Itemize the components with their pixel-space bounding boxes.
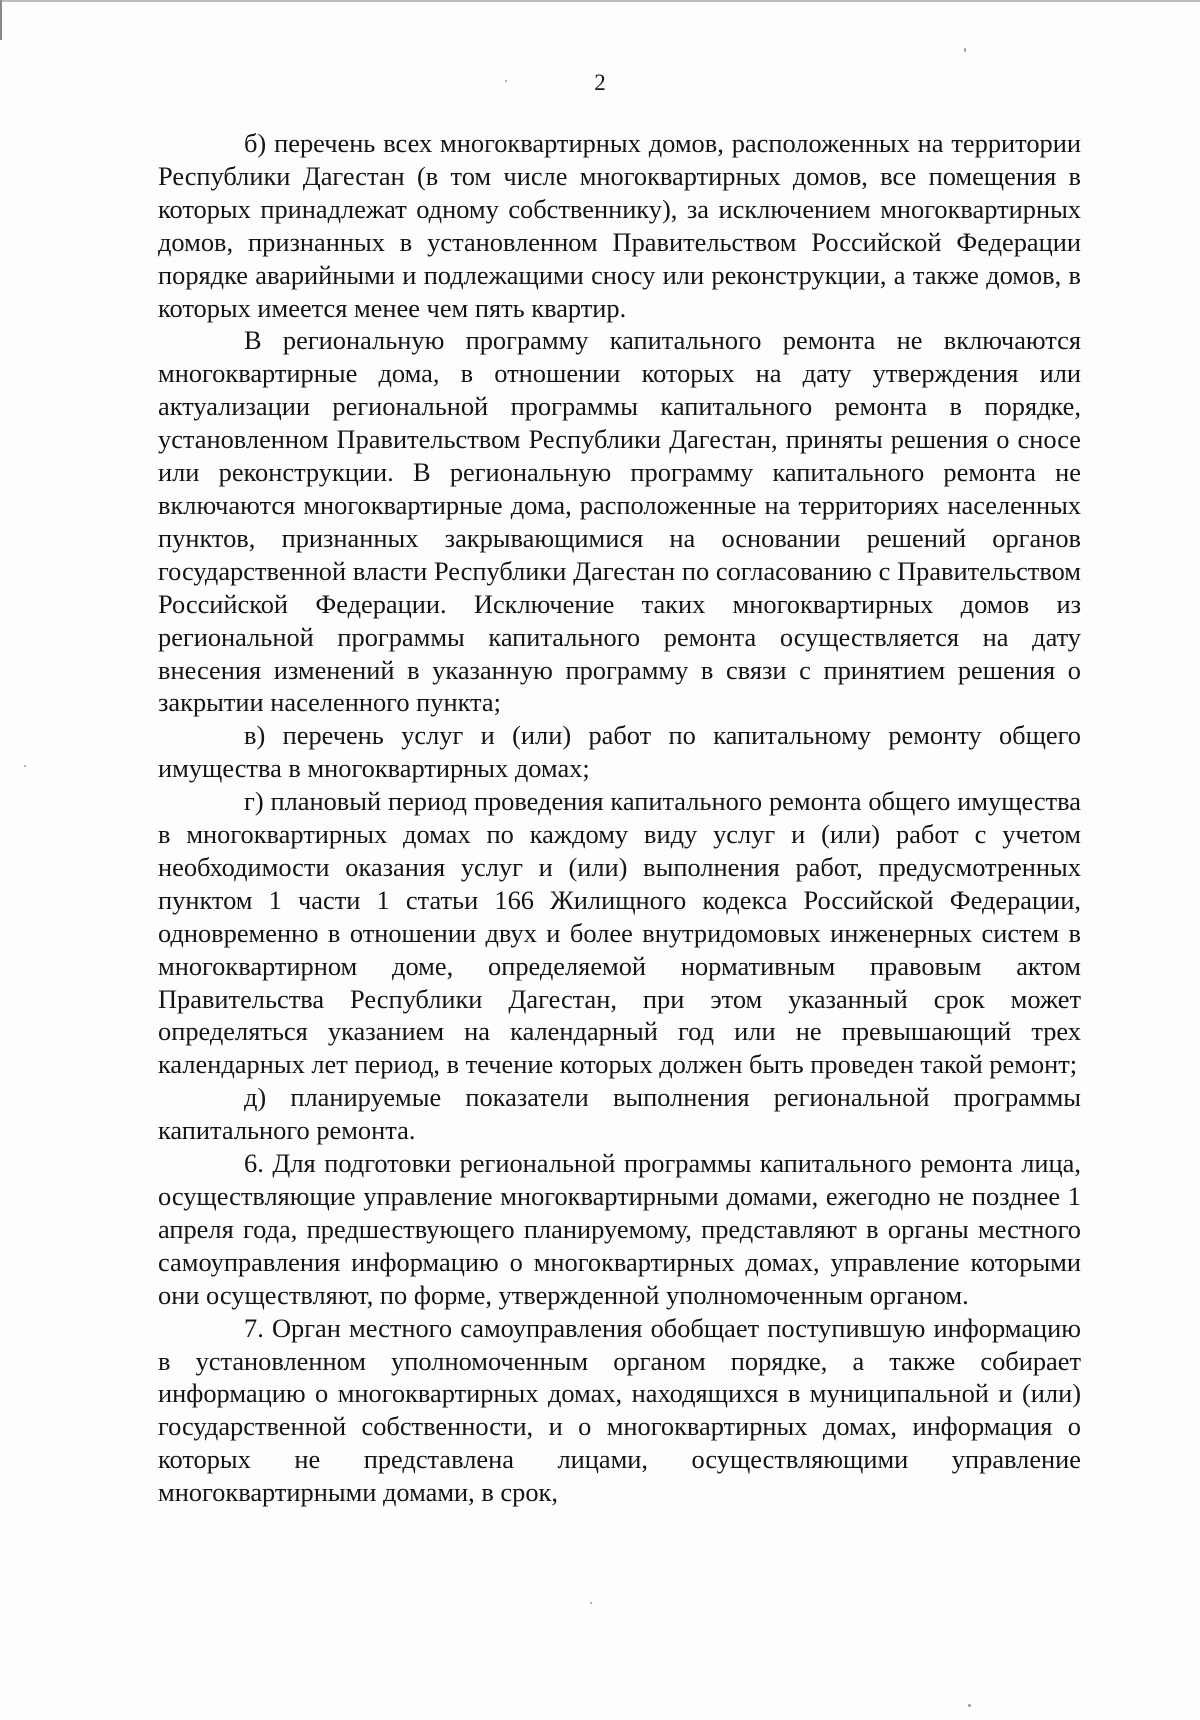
scan-speck	[505, 80, 507, 82]
document-body	[158, 127, 1081, 1509]
page-number: 2	[594, 70, 606, 95]
scan-speck	[24, 765, 26, 767]
paragraph-g-planned-period: г) плановый период проведения капитального ремонта общего имущества в многоквартирных домах по каждому виду услуг и (или) работ с учетом необходимости оказания услуг и (или) выполнения работ, предусмотренных пунктом 1 части 1 статьи 166 Жилищного кодекса Российской Федерации, одновременно в отношении двух и более внутридомовых инженерных систем в многоквартирном доме, определяемой нормативным правовым актом Правительства Республики Дагестан, при этом указанный срок может определяться указанием на календарный год или не превышающий трех календарных лет период, в течение которых должен быть проведен такой ремонт;	[158, 786, 1081, 1080]
paragraph-d-indicators: д) планируемые показатели выполнения региональной программы капитального ремонта.	[158, 1082, 1081, 1146]
paragraph-7-local-authority: 7. Орган местного самоуправления обобщает поступившую информацию в установленном уполномоченным органом порядке, а также собирает информацию о многоквартирных домах, находящихся в муниципальной и (или) государственной собственности, и о многоквартирных домах, информация о которых не представлена лицами, осуществляющими управление многоквартирными домами, в срок,	[158, 1312, 1081, 1508]
paragraph-b-list-of-buildings: б) перечень всех многоквартирных домов, расположенных на территории Республики Дагестан (в том числе многоквартирных домов, все помещения в которых принадлежат одному собственнику), за исключением многоквартирных домов, признанных в установленном Правительством Российской Федерации порядке аварийными и подлежащими сносу или реконструкции, а также домов, в которых имеется менее чем пять квартир.	[158, 128, 1081, 323]
scan-speck	[590, 1602, 592, 1604]
scan-speck	[968, 1704, 971, 1707]
scan-speck	[964, 48, 966, 52]
paragraph-exclusions: В региональную программу капитального ремонта не включаются многоквартирные дома, в отношении которых на дату утверждения или актуализации региональной программы капитального ремонта в порядке, установленном Правительством Республики Дагестан, приняты решения о сносе или реконструкции. В региональную программу капитального ремонта не включаются многоквартирные дома, расположенные на территориях населенных пунктов, признанных закрывающимися на основании решений органов государственной власти Республики Дагестан по согласованию с Правительством Российской Федерации. Исключение таких многоквартирных домов из региональной программы капитального ремонта осуществляется на дату внесения изменений в указанную программу в связи с принятием решения о закрытии населенного пункта;	[158, 325, 1081, 718]
paragraph-v-services-list: в) перечень услуг и (или) работ по капитальному ремонту общего имущества в многоквартирных домах;	[158, 720, 1081, 784]
scan-top-edge	[0, 0, 1200, 2]
paragraph-6-preparation: 6. Для подготовки региональной программы капитального ремонта лица, осуществляющие управление многоквартирными домами, ежегодно не позднее 1 апреля года, предшествующего планируемому, представляют в органы местного самоуправления информацию о многоквартирных домах, управление которыми они осуществляют, по форме, утвержденной уполномоченным органом.	[158, 1148, 1081, 1310]
scan-left-edge	[0, 0, 2, 40]
